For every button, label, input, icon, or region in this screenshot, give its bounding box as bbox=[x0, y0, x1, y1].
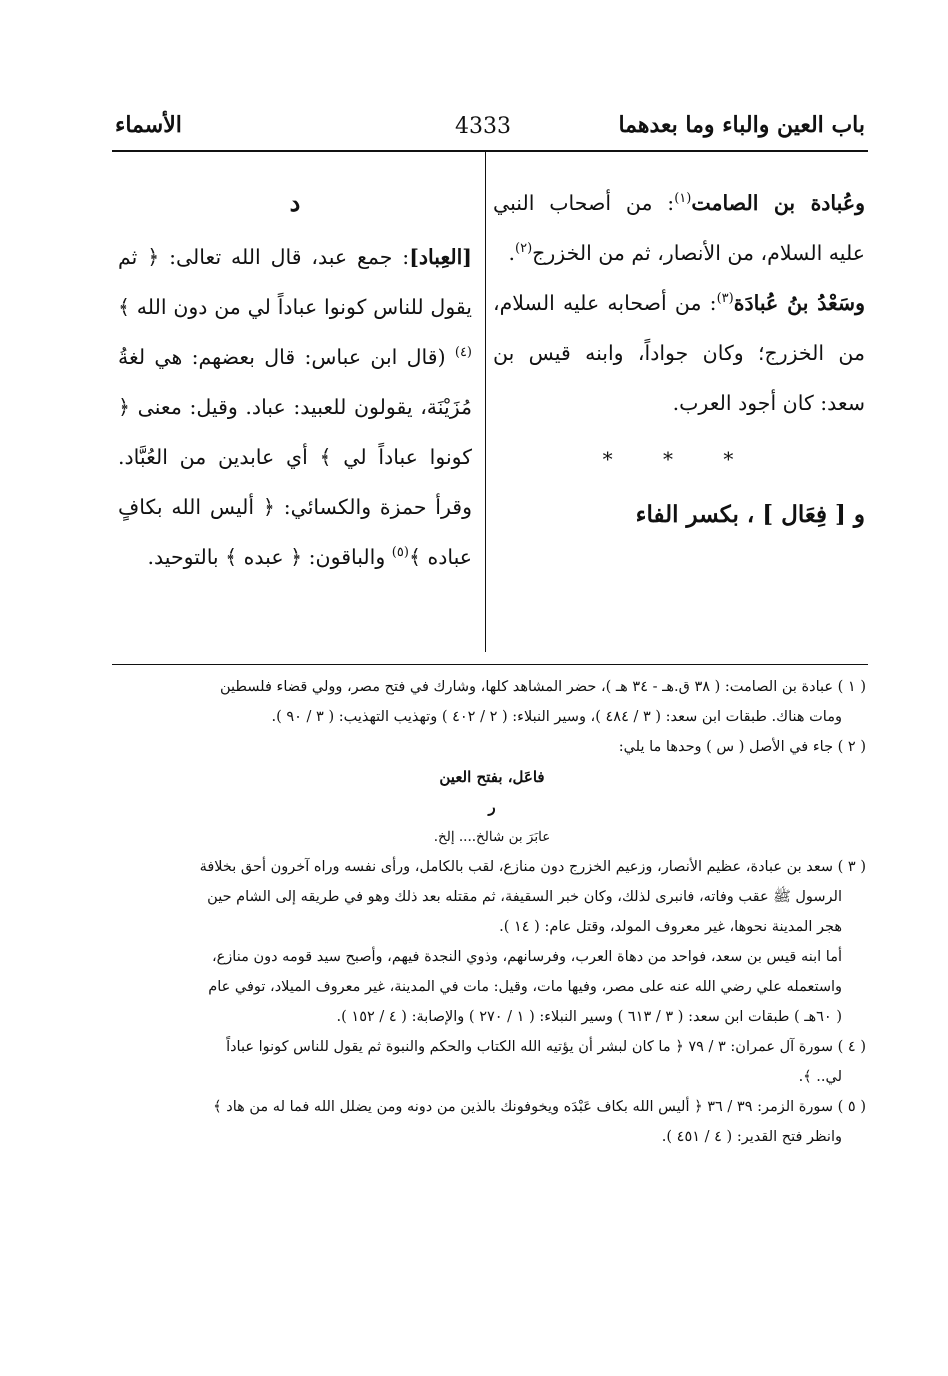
footnote-ref: (٣) bbox=[716, 291, 734, 307]
entry-text: (قال ابن عباس: قال بعضهم: هي لغةُ مُزَيْنَة، يقولون للعبيد: عباد. وقيل: معنى ﴿ كونوا عباداً لي ﴾ أي عابدين من العُبَّاد. وقرأ حمزة والكسائي: ﴿ أليس الله بكافٍ عباده ﴾ bbox=[118, 345, 472, 569]
footnote-3-cont: واستعمله علي رضي الله عنه على مصر، وفيها مات، وقيل: مات في المدينة، غير معروف الميلاد، توفي عام bbox=[208, 979, 842, 995]
letter-heading: د bbox=[289, 188, 301, 217]
footnote-3-cont: هجر المدينة نحوها، غير معروف المولد، وقتل عام: ( ١٤ ). bbox=[499, 919, 842, 935]
footnote-ref: (٤) bbox=[454, 345, 472, 361]
footnote-2-letter: ر bbox=[488, 798, 496, 816]
footnote-ref: (٥) bbox=[391, 545, 409, 561]
footnote-3: ( ٣ ) سعد بن عبادة، عظيم الأنصار، وزعيم الخزرج دون منازع، لقب بالكامل، ورأى نفسه وراه آخرون أحق بخلافة bbox=[199, 859, 866, 875]
pattern-subheading: و [ فِعَال ] ، بكسر الفاء bbox=[635, 501, 865, 528]
header-rule bbox=[112, 150, 868, 152]
footnote-ref: (١) bbox=[674, 191, 692, 207]
footnote-5-cont: وانظر فتح القدير: ( ٤ / ٤٥١ ). bbox=[661, 1129, 842, 1145]
section-title: الأسماء bbox=[115, 112, 182, 138]
footnote-4-cont: لي.. ﴾. bbox=[798, 1069, 842, 1085]
column-divider bbox=[485, 152, 486, 652]
footnote-2-line: عابَرَ بن شالخ.... إلخ. bbox=[433, 829, 551, 845]
entry-text: : جمع عبد، قال الله تعالى: ﴿ ثم يقول للناس كونوا عباداً لي من دون الله ﴾ bbox=[118, 245, 472, 319]
footnote-3-cont: الرسول ﷺ عقب وفاته، فانبرى لذلك، وكان خبر السقيفة، ثم مقتله بعد ذلك وهو في طريقه إلى الشام حين bbox=[207, 889, 842, 905]
chapter-title: باب العين والباء وما بعدهما bbox=[618, 112, 865, 138]
footnote-3-cont: أما ابنه قيس بن سعد، فواحد من دهاة العرب، وفرسانهم، وذوي النجدة فيهم، وأصبح سيد قومه دون منازع، bbox=[211, 949, 842, 965]
footnote-3-cont: ( ٦٠هـ ) طبقات ابن سعد: ( ٣ / ٦١٣ ) وسير النبلاء: ( ١ / ٢٧٠ ) والإصابة: ( ٤ / ١٥٢ ). bbox=[336, 1009, 842, 1025]
section-separator-stars: * * * bbox=[602, 447, 756, 471]
footnote-1: ( ١ ) عبادة بن الصامت: ( ٣٨ ق.هـ - ٣٤ هـ )، حضر المشاهد كلها، وشارك في فتح مصر، وولي قضاء فلسطين bbox=[219, 679, 866, 695]
entry-ubada bbox=[493, 178, 865, 278]
page-number: 4333 bbox=[455, 114, 511, 139]
page-header bbox=[115, 112, 865, 148]
footnote-1-cont: ومات هناك. طبقات ابن سعد: ( ٣ / ٤٨٤ )، وسير النبلاء: ( ٢ / ٤٠٢ ) وتهذيب التهذيب: ( ٣ / ٩٠ ). bbox=[271, 709, 842, 725]
footnote-4: ( ٤ ) سورة آل عمران: ٣ / ٧٩ ﴿ ما كان لبشر أن يؤتيه الله الكتاب والحكم والنبوة ثم يقول للناس كونوا عباداً bbox=[226, 1039, 866, 1055]
footnotes bbox=[118, 672, 866, 1152]
entry-saad bbox=[493, 278, 865, 428]
footnote-5: ( ٥ ) سورة الزمر: ٣٩ / ٣٦ ﴿ أليس الله بكاف عَبْدَه ويخوفونك بالذين من دونه ومن يضلل الله فما له من هاد ﴾ bbox=[213, 1099, 866, 1115]
entry-text: : من أصحابه عليه السلام، من الخزرج؛ وكان جواداً، وابنه قيس بن سعد: كان أجود العرب. bbox=[493, 291, 865, 415]
left-column bbox=[118, 178, 472, 582]
right-column bbox=[493, 178, 865, 540]
entry-text: : من أصحاب النبي عليه السلام، من الأنصار، ثم من الخزرج bbox=[493, 191, 865, 265]
entry-text: والباقون: ﴿ عبده ﴾ بالتوحيد. bbox=[147, 545, 392, 569]
footnote-2: ( ٢ ) جاء في الأصل ( س ) وحدها ما يلي: bbox=[618, 739, 866, 755]
entry-term: [العِباد] bbox=[409, 245, 472, 269]
entry-name: وسَعْدُ بنُ عُبادَة bbox=[733, 291, 865, 315]
footnote-ref: (٢) bbox=[515, 241, 533, 257]
entry-end: . bbox=[508, 241, 516, 265]
footnote-2-heading: فاعَل، بفتح العين bbox=[439, 768, 545, 786]
entry-name: وعُبادة بن الصامت bbox=[691, 191, 865, 215]
footnote-rule bbox=[112, 664, 868, 665]
entry-ibad bbox=[118, 232, 472, 582]
